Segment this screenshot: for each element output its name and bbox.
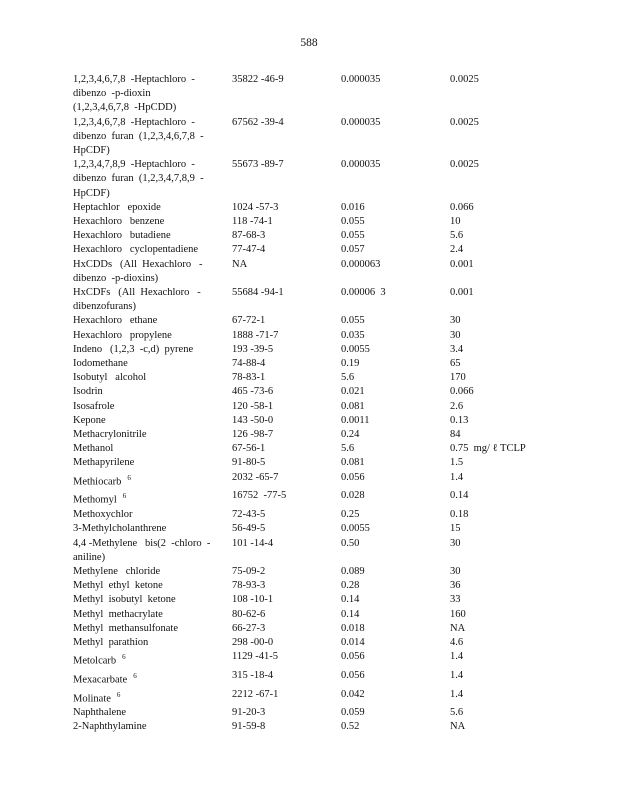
cas-number: 35822 -46-9 xyxy=(232,74,284,85)
constituent-name-text: 4,4 -Methylene bis(2 -chloro - aniline) xyxy=(73,537,211,563)
wastewater-concentration: 0.056 xyxy=(341,669,365,681)
wastewater-concentration: 0.018 xyxy=(341,622,365,634)
footnote-marker: 6 xyxy=(127,473,131,482)
table-row xyxy=(73,201,593,215)
nonwastewater-concentration: 1.4 xyxy=(450,651,464,663)
constituent-name-text: Molinate xyxy=(73,693,111,705)
wastewater-concentration: 0.50 xyxy=(341,537,360,549)
constituent-name xyxy=(73,489,232,508)
nonwastewater-concentration: 30 xyxy=(450,565,461,577)
wastewater-concentration: 0.056 xyxy=(341,651,365,663)
nonwastewater-concentration: 0.0025 xyxy=(450,159,479,171)
wastewater-concentration: 0.014 xyxy=(341,636,365,648)
nonwastewater-concentration: 65 xyxy=(450,358,461,370)
cas-number: 91-20-3 xyxy=(232,707,266,719)
constituent-name xyxy=(73,286,232,314)
constituent-name xyxy=(73,229,232,243)
cas-number: 1129 -41-5 xyxy=(232,651,278,663)
constituent-name xyxy=(73,579,232,593)
constituent-name xyxy=(73,508,232,522)
nonwastewater-concentration: 0.0025 xyxy=(450,74,479,85)
wastewater-concentration: 0.000035 xyxy=(341,159,381,171)
constituent-name xyxy=(73,314,232,328)
cas-number: 193 -39-5 xyxy=(232,343,274,355)
constituent-name-text: Methoxychlor xyxy=(73,509,133,521)
nonwastewater-concentration: 0.75 mg/ ℓ TCLP xyxy=(450,443,526,455)
nonwastewater-concentration: 2.4 xyxy=(450,244,464,256)
constituent-name xyxy=(73,258,232,286)
wastewater-concentration: 0.059 xyxy=(341,707,365,719)
cas-number: 87-68-3 xyxy=(232,230,266,242)
nonwastewater-concentration: 0.14 xyxy=(450,490,469,502)
cas-number: 101 -14-4 xyxy=(232,537,274,549)
cas-number: 118 -74-1 xyxy=(232,216,273,228)
constituent-name xyxy=(73,400,232,414)
nonwastewater-concentration: 160 xyxy=(450,608,466,620)
constituent-name-text: Methyl ethyl ketone xyxy=(73,580,163,592)
constituent-name xyxy=(73,371,232,385)
constituent-name xyxy=(73,565,232,579)
wastewater-concentration: 0.14 xyxy=(341,608,360,620)
nonwastewater-concentration: 0.001 xyxy=(450,258,474,270)
constituent-name-text: Methomyl xyxy=(73,494,117,506)
wastewater-concentration: 0.021 xyxy=(341,386,365,398)
constituent-name-text: Methyl methansulfonate xyxy=(73,622,178,634)
wastewater-concentration: 0.056 xyxy=(341,471,365,483)
table-row xyxy=(73,471,593,490)
constituent-name xyxy=(73,343,232,357)
cas-number: 67562 -39-4 xyxy=(232,116,284,128)
nonwastewater-concentration: 0.001 xyxy=(450,287,474,299)
table-row xyxy=(73,286,593,314)
constituent-name xyxy=(73,215,232,229)
table-row xyxy=(73,414,593,428)
wastewater-concentration: 0.035 xyxy=(341,329,365,341)
constituent-name-text: Isosafrole xyxy=(73,400,115,412)
table-row xyxy=(73,622,593,636)
wastewater-concentration: 0.081 xyxy=(341,457,365,469)
wastewater-concentration: 0.055 xyxy=(341,230,365,242)
table-row xyxy=(73,158,593,201)
table-row xyxy=(73,357,593,371)
cas-number: 80-62-6 xyxy=(232,608,266,620)
cas-number: 465 -73-6 xyxy=(232,386,274,398)
constituent-name-text: Hexachloro butadiene xyxy=(73,230,171,242)
table-row xyxy=(73,116,593,159)
constituent-name xyxy=(73,428,232,442)
table-row xyxy=(73,565,593,579)
constituent-name xyxy=(73,650,232,669)
nonwastewater-concentration: 0.0025 xyxy=(450,116,479,128)
constituent-name xyxy=(73,522,232,536)
constituent-table xyxy=(73,73,593,735)
nonwastewater-concentration: 30 xyxy=(450,315,461,327)
table-row xyxy=(73,428,593,442)
table-row xyxy=(73,522,593,536)
wastewater-concentration: 0.00006 3 xyxy=(341,287,386,299)
footnote-marker: 6 xyxy=(122,653,126,662)
constituent-name-text: Isodrin xyxy=(73,386,103,398)
table-row xyxy=(73,706,593,720)
table-row xyxy=(73,456,593,470)
cas-number: 91-59-8 xyxy=(232,721,266,733)
constituent-name xyxy=(73,329,232,343)
table-row xyxy=(73,442,593,456)
wastewater-concentration: 0.000035 xyxy=(341,116,381,128)
constituent-name xyxy=(73,688,232,707)
constituent-name-text: Methanol xyxy=(73,443,114,455)
constituent-name-text: HxCDDs (All Hexachloro - dibenzo -p-dioxins) xyxy=(73,258,203,284)
nonwastewater-concentration: 1.5 xyxy=(450,457,464,469)
constituent-name-text: Naphthalene xyxy=(73,707,127,719)
cas-number: 91-80-5 xyxy=(232,457,266,469)
cas-number: 78-93-3 xyxy=(232,580,266,592)
table-row xyxy=(73,385,593,399)
footnote-marker: 6 xyxy=(116,690,121,699)
wastewater-concentration: 0.19 xyxy=(341,358,360,370)
nonwastewater-concentration: 36 xyxy=(450,580,461,592)
wastewater-concentration: 5.6 xyxy=(341,443,355,455)
constituent-name xyxy=(73,706,232,720)
table-row xyxy=(73,314,593,328)
constituent-name xyxy=(73,442,232,456)
nonwastewater-concentration: 2.6 xyxy=(450,400,464,412)
wastewater-concentration: 0.0055 xyxy=(341,523,370,535)
constituent-name-text: Indeno (1,2,3 -c,d) pyrene xyxy=(73,343,194,355)
wastewater-concentration: 0.055 xyxy=(341,315,365,327)
constituent-name xyxy=(73,73,232,116)
nonwastewater-concentration: 5.6 xyxy=(450,707,464,719)
wastewater-concentration: 0.016 xyxy=(341,201,365,213)
cas-number: 1888 -71-7 xyxy=(232,329,279,341)
nonwastewater-concentration: 0.18 xyxy=(450,509,469,521)
constituent-name-text: 1,2,3,4,6,7,8 -Heptachloro - dibenzo furan (1,2,3,4,6,7,8 - HpCDF) xyxy=(73,116,204,157)
cas-number: 2032 -65-7 xyxy=(232,471,279,483)
constituent-name-text: Methacrylonitrile xyxy=(73,429,147,441)
constituent-name xyxy=(73,471,232,490)
table-row xyxy=(73,593,593,607)
wastewater-concentration: 0.28 xyxy=(341,580,360,592)
table-row xyxy=(73,400,593,414)
nonwastewater-concentration: 1.4 xyxy=(450,688,464,700)
table-row xyxy=(73,669,593,688)
nonwastewater-concentration: 170 xyxy=(450,372,466,384)
table-row xyxy=(73,636,593,650)
cas-number: 56-49-5 xyxy=(232,523,266,535)
wastewater-concentration: 0.028 xyxy=(341,490,365,502)
constituent-name-text: Isobutyl alcohol xyxy=(73,372,147,384)
constituent-name xyxy=(73,593,232,607)
constituent-name xyxy=(73,357,232,371)
constituent-name-text: Methyl methacrylate xyxy=(73,608,163,620)
cas-number: 120 -58-1 xyxy=(232,400,274,412)
cas-number: 16752 -77-5 xyxy=(232,490,287,502)
nonwastewater-concentration: 15 xyxy=(450,523,461,535)
nonwastewater-concentration: 84 xyxy=(450,429,461,441)
nonwastewater-concentration: NA xyxy=(450,622,466,634)
cas-number: 72-43-5 xyxy=(232,509,266,521)
constituent-name-text: 3-Methylcholanthrene xyxy=(73,523,167,535)
wastewater-concentration: 0.000063 xyxy=(341,258,381,270)
cas-number: 143 -50-0 xyxy=(232,414,274,426)
table-row xyxy=(73,329,593,343)
cas-number: 315 -18-4 xyxy=(232,669,274,681)
constituent-name-text: 1,2,3,4,7,8,9 -Heptachloro - dibenzo furan (1,2,3,4,7,8,9 - HpCDF) xyxy=(73,159,204,199)
constituent-name-text: Kepone xyxy=(73,414,106,426)
table-row xyxy=(73,73,593,116)
wastewater-concentration: 0.52 xyxy=(341,721,360,733)
constituent-name-text: Hexachloro cyclopentadiene xyxy=(73,244,199,256)
constituent-name-text: Hexachloro benzene xyxy=(73,216,165,228)
table-row xyxy=(73,650,593,669)
nonwastewater-concentration: 0.13 xyxy=(450,414,469,426)
cas-number: 66-27-3 xyxy=(232,622,266,634)
footnote-marker: 6 xyxy=(122,492,127,501)
wastewater-concentration: 0.000035 xyxy=(341,74,381,85)
wastewater-concentration: 0.14 xyxy=(341,594,360,606)
constituent-name xyxy=(73,622,232,636)
constituent-name xyxy=(73,243,232,257)
table-row xyxy=(73,688,593,707)
constituent-name-text: HxCDFs (All Hexachloro - dibenzofurans) xyxy=(73,287,201,313)
constituent-name xyxy=(73,116,232,159)
cas-number: 298 -00-0 xyxy=(232,636,274,648)
constituent-name xyxy=(73,537,232,565)
page-number: 588 xyxy=(300,37,318,49)
constituent-name-text: Mexacarbate xyxy=(73,674,128,686)
constituent-name xyxy=(73,669,232,688)
cas-number: 78-83-1 xyxy=(232,372,266,384)
table-row xyxy=(73,608,593,622)
constituent-name-text: Methyl parathion xyxy=(73,636,149,648)
constituent-name-text: 2-Naphthylamine xyxy=(73,721,147,733)
constituent-name-text: Methapyrilene xyxy=(73,457,135,469)
constituent-name xyxy=(73,456,232,470)
cas-number: 74-88-4 xyxy=(232,358,266,370)
table-row xyxy=(73,215,593,229)
nonwastewater-concentration: 30 xyxy=(450,329,461,341)
nonwastewater-concentration: 1.4 xyxy=(450,471,464,483)
wastewater-concentration: 0.0055 xyxy=(341,343,370,355)
constituent-name xyxy=(73,201,232,215)
constituent-name xyxy=(73,636,232,650)
constituent-name xyxy=(73,608,232,622)
constituent-name xyxy=(73,720,232,734)
table-row xyxy=(73,579,593,593)
wastewater-concentration: 0.055 xyxy=(341,216,365,228)
table-row xyxy=(73,489,593,508)
constituent-name-text: Methiocarb xyxy=(73,476,122,488)
cas-number: 77-47-4 xyxy=(232,244,266,256)
cas-number: 67-72-1 xyxy=(232,315,266,327)
cas-number: NA xyxy=(232,258,248,270)
table-row xyxy=(73,508,593,522)
wastewater-concentration: 0.081 xyxy=(341,400,365,412)
table-row xyxy=(73,343,593,357)
table-row xyxy=(73,537,593,565)
nonwastewater-concentration: NA xyxy=(450,721,466,733)
nonwastewater-concentration: 10 xyxy=(450,216,461,228)
constituent-name-text: Hexachloro propylene xyxy=(73,329,172,341)
nonwastewater-concentration: 3.4 xyxy=(450,343,464,355)
nonwastewater-concentration: 4.6 xyxy=(450,636,464,648)
constituent-name-text: Methyl isobutyl ketone xyxy=(73,594,176,606)
wastewater-concentration: 5.6 xyxy=(341,372,355,384)
nonwastewater-concentration: 30 xyxy=(450,537,461,549)
cas-number: 75-09-2 xyxy=(232,565,266,577)
nonwastewater-concentration: 0.066 xyxy=(450,386,474,398)
table-row xyxy=(73,720,593,734)
nonwastewater-concentration: 5.6 xyxy=(450,230,464,242)
cas-number: 1024 -57-3 xyxy=(232,201,279,213)
cas-number: 108 -10-1 xyxy=(232,594,274,606)
table-row xyxy=(73,371,593,385)
constituent-name xyxy=(73,385,232,399)
cas-number: 126 -98-7 xyxy=(232,429,274,441)
wastewater-concentration: 0.089 xyxy=(341,565,365,577)
wastewater-concentration: 0.25 xyxy=(341,509,360,521)
cas-number: 67-56-1 xyxy=(232,443,266,455)
nonwastewater-concentration: 0.066 xyxy=(450,201,474,213)
wastewater-concentration: 0.24 xyxy=(341,429,360,441)
nonwastewater-concentration: 1.4 xyxy=(450,669,464,681)
constituent-name-text: Methylene chloride xyxy=(73,565,161,577)
table-row xyxy=(73,243,593,257)
constituent-name-text: Metolcarb xyxy=(73,655,117,667)
wastewater-concentration: 0.042 xyxy=(341,688,365,700)
cas-number: 55684 -94-1 xyxy=(232,287,284,299)
footnote-marker: 6 xyxy=(133,671,137,680)
cas-number: 2212 -67-1 xyxy=(232,688,279,700)
table-row xyxy=(73,229,593,243)
constituent-name-text: Iodomethane xyxy=(73,358,128,370)
table-row xyxy=(73,258,593,286)
cas-number: 55673 -89-7 xyxy=(232,159,284,171)
constituent-name-text: Hexachloro ethane xyxy=(73,315,158,327)
constituent-name-text: Heptachlor epoxide xyxy=(73,201,161,213)
nonwastewater-concentration: 33 xyxy=(450,594,461,606)
wastewater-concentration: 0.057 xyxy=(341,244,365,256)
constituent-name-text: 1,2,3,4,6,7,8 -Heptachloro - dibenzo -p-dioxin (1,2,3,4,6,7,8 -HpCDD) xyxy=(73,74,195,114)
wastewater-concentration: 0.0011 xyxy=(341,414,370,426)
constituent-name xyxy=(73,414,232,428)
constituent-name xyxy=(73,158,232,201)
